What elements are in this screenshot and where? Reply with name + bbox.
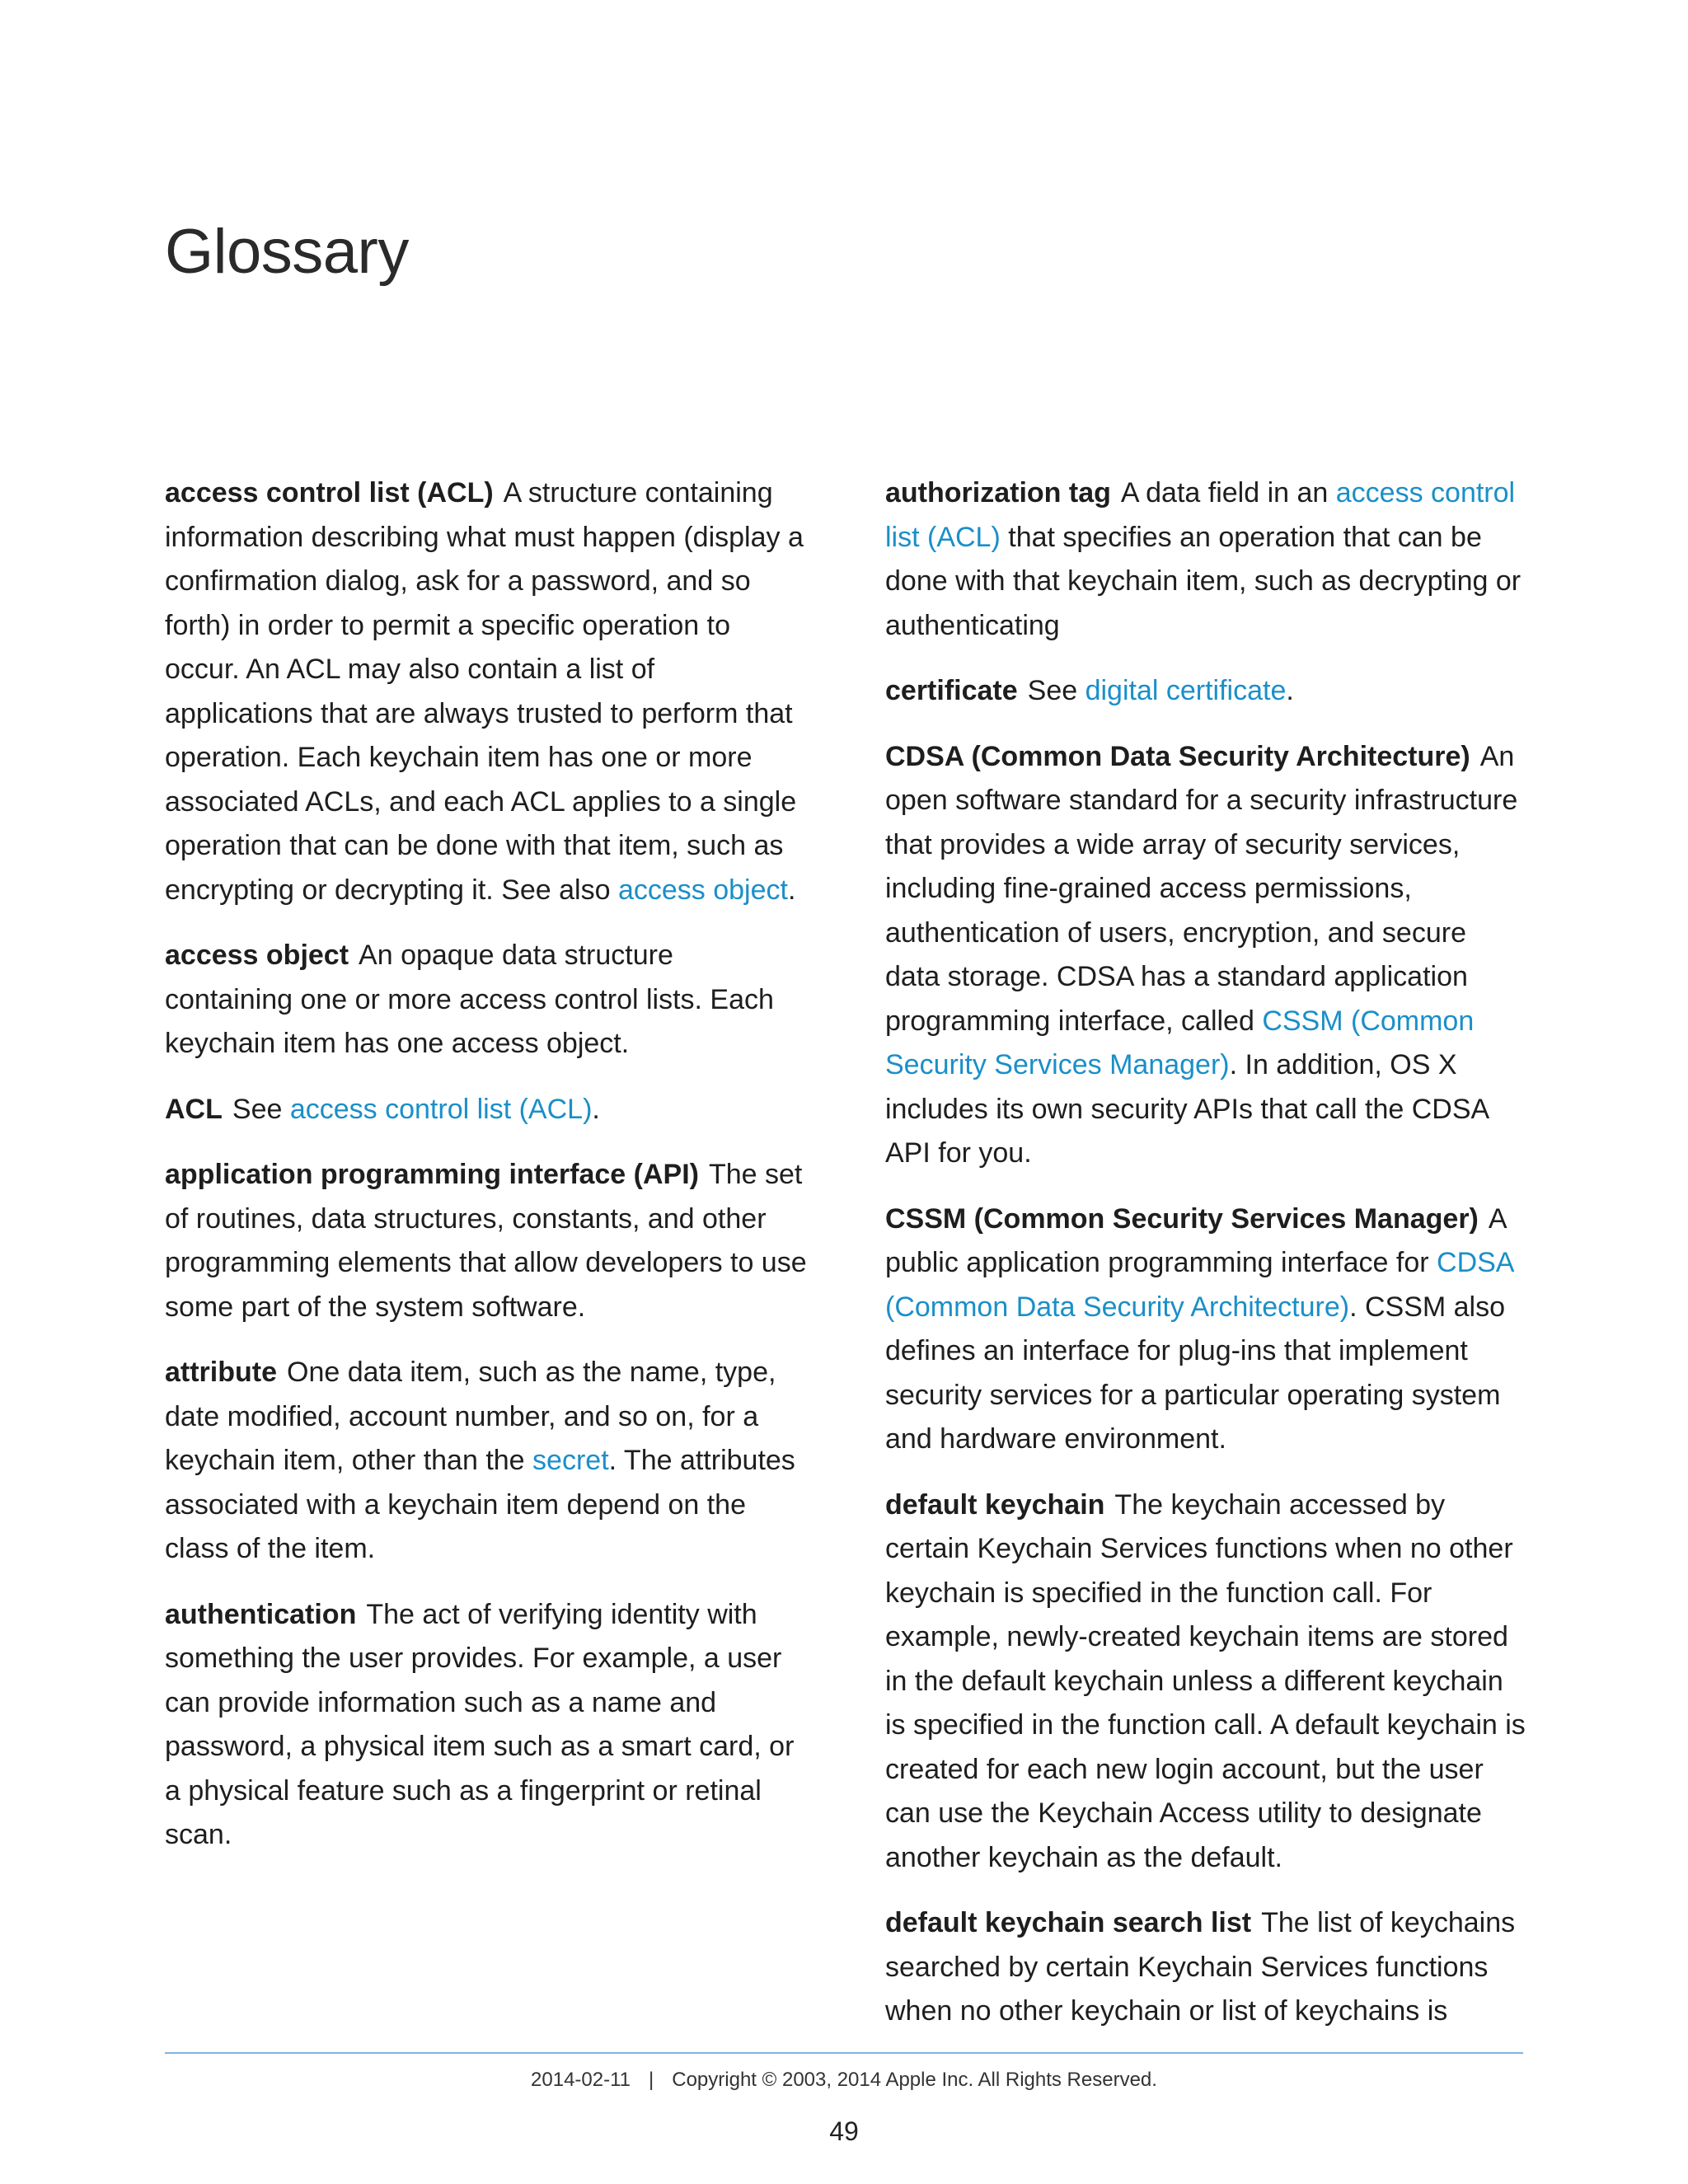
- glossary-cross-reference-link[interactable]: access object: [617, 874, 788, 906]
- footer: [165, 2069, 1523, 2092]
- glossary-definition-text: See: [1027, 675, 1085, 706]
- footer-copyright: Copyright © 2003, 2014 Apple Inc. All Rights Reserved.: [672, 2069, 1157, 2091]
- glossary-definition-text: A structure containing information describing what must happen (display a confirmation dialog, ask for a password, and so forth) in order to permit a specific operation to occur. An ACL may also contain a list of applications that are always trusted to perform that operation. Each keychain item has one or more associated ACLs, and each ACL applies to a single operation that can be done with that item, such as encrypting or decrypting it. See also: [165, 477, 804, 906]
- footer-date: 2014-02-11: [531, 2069, 631, 2091]
- glossary-cross-reference-link[interactable]: access control list (ACL): [885, 477, 1516, 553]
- glossary-definition-text: See: [232, 1093, 290, 1125]
- glossary-definition-text: The set of routines, data structures, constants, and other programming elements that allow developers to use some part of the system software.: [165, 1159, 807, 1323]
- glossary-term: access control list (ACL): [165, 477, 494, 509]
- glossary-term: default keychain: [885, 1488, 1105, 1521]
- glossary-definition-text: One data item, such as the name, type, date modified, account number, and so on, for a keychain item, other than the: [165, 1357, 776, 1476]
- glossary-term: ACL: [165, 1093, 223, 1125]
- glossary-entry: [165, 471, 808, 912]
- glossary-definition-text: A data field in an: [1120, 477, 1336, 509]
- glossary-cross-reference-link[interactable]: CDSA (Common Data Security Architecture): [885, 1247, 1513, 1323]
- footer-divider: [165, 2052, 1523, 2054]
- glossary-column-right: [885, 471, 1528, 2055]
- glossary-cross-reference-link[interactable]: secret: [532, 1445, 609, 1476]
- glossary-entry: [885, 735, 1528, 1176]
- glossary-entry: [885, 471, 1528, 648]
- glossary-definition-text: .: [1286, 675, 1294, 706]
- glossary-cross-reference-link[interactable]: digital certificate: [1085, 675, 1287, 706]
- glossary-term: access object: [165, 940, 349, 971]
- glossary-term: CSSM (Common Security Services Manager): [885, 1202, 1479, 1235]
- glossary-definition-text: .: [787, 874, 796, 906]
- glossary-definition-text: A public application programming interface for: [885, 1202, 1506, 1278]
- glossary-definition-text: The keychain accessed by certain Keychain Services functions when no other keychain is specified in the function call. For example, newly-created keychain items are stored in the default keychain unless a different keychain is specified in the function call. A default keychain is created for each new login account, but the user can use the Keychain Access utility to designate another keychain as the default.: [885, 1488, 1526, 1873]
- glossary-term: CDSA (Common Data Security Architecture): [885, 740, 1470, 772]
- footer-separator: |: [649, 2069, 654, 2091]
- glossary-cross-reference-link[interactable]: CSSM (Common Security Services Manager): [885, 1005, 1475, 1080]
- glossary-entry: [165, 1593, 808, 1858]
- glossary-entry: [165, 1351, 808, 1572]
- glossary-definition-text: that specifies an operation that can be done with that keychain item, such as decrypting or authenticating: [885, 521, 1522, 641]
- glossary-entry: [165, 934, 808, 1066]
- glossary-entry: [885, 1901, 1528, 2034]
- glossary-definition-text: . In addition, OS X includes its own security APIs that call the CDSA API for you.: [885, 1049, 1489, 1169]
- glossary-term: certificate: [885, 675, 1018, 706]
- glossary-term: authorization tag: [885, 477, 1111, 509]
- glossary-term: default keychain search list: [885, 1907, 1252, 1938]
- glossary-term: authentication: [165, 1598, 357, 1630]
- glossary-definition-text: . CSSM also defines an interface for plug-ins that implement security services for a particular operating system and hardware environment.: [885, 1291, 1506, 1455]
- glossary-definition-text: The list of keychains searched by certain Keychain Services functions when no other keychain or list of keychains is: [885, 1907, 1516, 2027]
- glossary-definition-text: An open software standard for a security infrastructure that provides a wide array of security services, including fine-grained access permissions, authentication of users, encryption, and secure data storage. CDSA has a standard application programming interface, called: [885, 740, 1518, 1037]
- page-title: Glossary: [165, 217, 409, 287]
- glossary-entry: [885, 1483, 1528, 1881]
- glossary-definition-text: An opaque data structure containing one or more access control lists. Each keychain item has one access object.: [165, 940, 774, 1059]
- glossary-definition-text: .: [592, 1093, 600, 1125]
- glossary-cross-reference-link[interactable]: access control list (ACL): [289, 1093, 593, 1125]
- page-number: 49: [829, 2116, 859, 2146]
- glossary-entry: [165, 1088, 808, 1132]
- glossary-entry: [165, 1153, 808, 1329]
- glossary-entry: [885, 669, 1528, 714]
- glossary-term: attribute: [165, 1357, 277, 1388]
- glossary-definition-text: The act of verifying identity with something the user provides. For example, a user can provide information such as a name and password, a physical item such as a smart card, or a physical feature such as a fingerprint or retinal scan.: [165, 1598, 795, 1850]
- glossary-term: application programming interface (API): [165, 1159, 699, 1190]
- glossary-entry: [885, 1197, 1528, 1462]
- glossary-column-left: [165, 471, 808, 1879]
- glossary-definition-text: . The attributes associated with a keychain item depend on the class of the item.: [165, 1445, 795, 1564]
